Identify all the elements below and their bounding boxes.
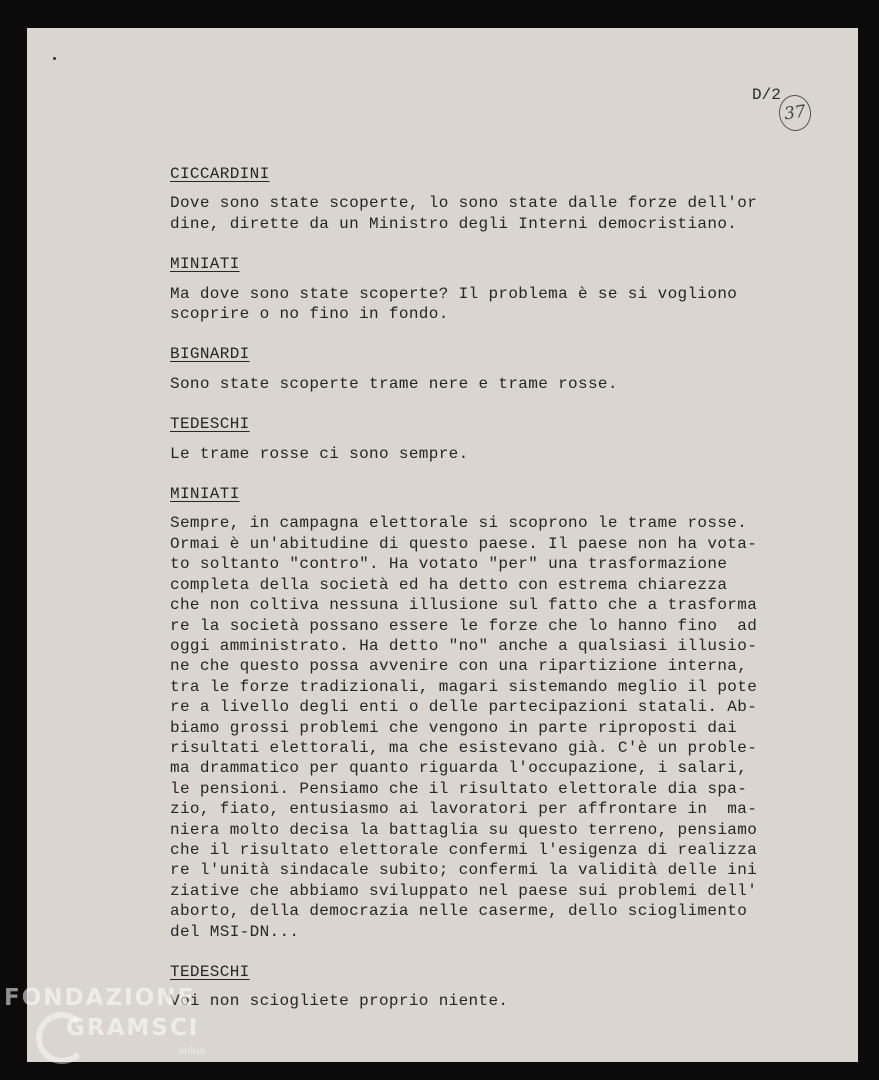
speech-text: Ma dove sono state scoperte? Il problema è se si vogliono scoprire o no fino in fondo.	[170, 284, 738, 324]
paper-speck	[53, 57, 56, 60]
page-reference: D/2	[752, 86, 781, 104]
dialogue-block	[170, 484, 810, 942]
speaker-name: CICCARDINI	[170, 165, 270, 183]
speech-text: Dove sono state scoperte, lo sono state dalle forze dell'or dine, dirette da un Ministro degli Interni democristiano.	[170, 194, 758, 233]
speech-text: Sempre, in campagna elettorale si scoprono le trame rosse. Ormai è un'abitudine di questo paese. Il paese non ha vota- to soltanto "contro". Ha votato "per" una trasformazione completa della società ed ha detto con estrema chiarezza che non coltiva nessuna illusione sul fatto che a trasforma re la società possano essere le forze che lo hanno fino ad oggi amministrato. Ha detto "no" anche a qualsiasi illusio- ne che questo possa avvenire con una ripartizione interna, tra le forze tradizionali, magari sistemando meglio il pote re a livello degli enti o delle partecipazioni statali. Ab- biamo grossi problemi che vengono in parte riproposti dai risultati elettorali, ma che esistevano già. C'è un proble- ma drammatico per quanto riguarda l'occupazione, i salari, le pensioni. Pensiamo che il risultato elettorale dia spa- zio, fiato, entusiasmo ai lavoratori per affrontare in ma- niera molto decisa la battaglia su questo terreno, pensiamo che il risultato elettorale confermi l'esigenza di realizza re l'unità sindacale subito; confermi la validità delle ini ziative che abbiamo sviluppato nel paese sui problemi dell' aborto, della democrazia nelle caserme, dello scioglimento del MSI-DN...	[170, 514, 758, 941]
dialogue-block	[170, 962, 810, 1012]
speaker-name: BIGNARDI	[170, 345, 250, 364]
speech-text: Le trame rosse ci sono sempre.	[170, 444, 469, 463]
speaker-name: MINIATI	[170, 255, 240, 274]
speech-text: Voi non sciogliete proprio niente.	[170, 992, 509, 1011]
speaker-name: TEDESCHI	[170, 963, 250, 981]
speaker-name: TEDESCHI	[170, 415, 250, 434]
dialogue-block	[170, 344, 810, 394]
watermark-gramsci: GRAMSCI	[66, 1015, 200, 1041]
dialogue-block	[170, 164, 810, 234]
speech-text: Sono state scoperte trame nere e trame rosse.	[170, 374, 618, 393]
transcript-body	[170, 164, 810, 1032]
speaker-name: MINIATI	[170, 485, 240, 504]
watermark-foundation: FONDAZIONE	[4, 985, 196, 1011]
dialogue-block	[170, 414, 810, 464]
dialogue-block	[170, 254, 810, 324]
page-number-stamp: 37	[777, 93, 814, 133]
watermark-onlus: onlus	[178, 1046, 205, 1057]
